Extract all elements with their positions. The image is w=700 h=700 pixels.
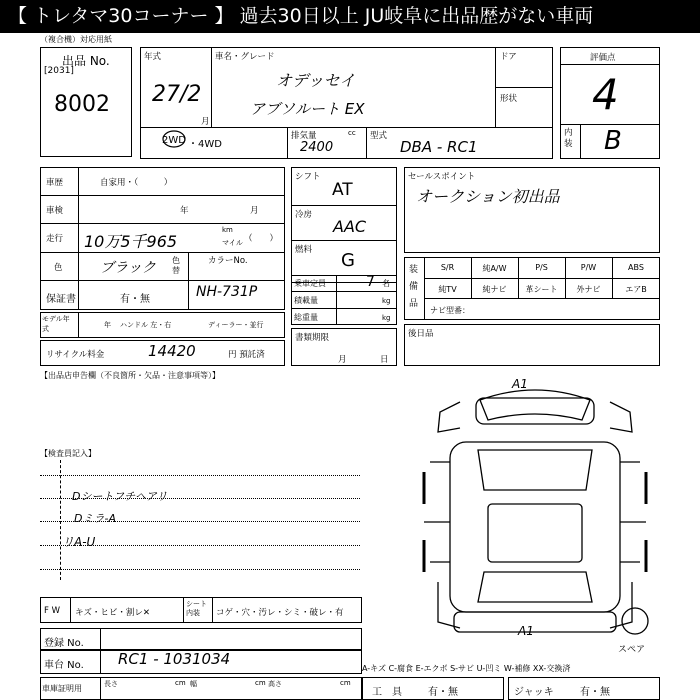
sales-point-value: オークション初出品 bbox=[416, 187, 560, 206]
damage-mark-front: A1 bbox=[512, 377, 528, 391]
chassis-value: RC1 - 1031034 bbox=[118, 650, 231, 668]
equip-aw: 純A/W bbox=[482, 264, 507, 273]
load-unit: kg bbox=[382, 297, 391, 305]
weight-label: 総重量 bbox=[294, 313, 318, 322]
drive-4wd: ・4WD bbox=[188, 139, 222, 150]
recycle-value: 14420 bbox=[148, 342, 196, 360]
model-label: 型式 bbox=[370, 131, 388, 141]
year-value: 27/2 bbox=[152, 82, 202, 107]
garage-label: 車庫証明用 bbox=[42, 684, 82, 693]
interior-label: 内装 bbox=[564, 128, 573, 149]
equip-ps: P/S bbox=[535, 263, 548, 272]
recycle-unit: 円 預託済 bbox=[228, 350, 265, 360]
size-height-unit: cm bbox=[340, 679, 351, 687]
inspector-note-3: リA-U bbox=[62, 535, 96, 549]
drive-2wd: 2WD bbox=[162, 135, 186, 146]
displacement-value: 2400 bbox=[300, 140, 334, 155]
jack-label: ジャッキ bbox=[514, 687, 554, 698]
capacity-value: 7 bbox=[366, 274, 375, 290]
chassis-label: 車台 No. bbox=[44, 660, 84, 671]
inspection-month: 月 bbox=[250, 206, 259, 216]
size-length-unit: cm bbox=[175, 679, 186, 687]
color-code-label: カラーNo. bbox=[208, 256, 248, 266]
fw-label: F W bbox=[44, 606, 60, 616]
registration-label: 登録 No. bbox=[44, 638, 84, 649]
interior-value: B bbox=[604, 126, 622, 156]
shift-value: AT bbox=[332, 180, 353, 200]
equip-ext-navi: 外ナビ bbox=[576, 285, 601, 294]
model-value: DBA - RC1 bbox=[400, 138, 478, 156]
tools-value: 有・無 bbox=[428, 687, 458, 698]
seat-text: コゲ・穴・汚レ・シミ・破レ・有 bbox=[216, 608, 344, 618]
history-value: 自家用・（ ） bbox=[100, 178, 173, 188]
mileage-mile: マイル bbox=[222, 239, 243, 247]
equip-navi: 純ナビ bbox=[482, 285, 507, 294]
size-width-unit: cm bbox=[255, 679, 266, 687]
equip-airbag: エアB bbox=[625, 285, 647, 294]
mileage-km: km bbox=[222, 226, 233, 234]
load-label: 積載量 bbox=[294, 296, 318, 305]
inspector-note-1: Dシートフチヘアリ bbox=[72, 490, 168, 503]
history-label: 車歴 bbox=[46, 178, 64, 188]
displacement-unit: cc bbox=[348, 129, 356, 137]
garage-row bbox=[40, 677, 362, 700]
size-height: 高さ bbox=[268, 680, 282, 688]
model-year-handle: ハンドル 左・右 bbox=[120, 321, 172, 329]
fw-text: キズ・ヒビ・割レ✕ bbox=[75, 608, 150, 618]
declare-label: 【出品店申告欄（不良箇所・欠品・注意事項等）】 bbox=[40, 371, 220, 380]
deadline-month: 月 bbox=[338, 355, 347, 365]
color-value: ブラック bbox=[100, 260, 156, 276]
header-banner: 【 トレタマ30コーナー 】 過去30日以上 JU岐阜に出品歴がない車両 bbox=[0, 0, 700, 33]
displacement-label: 排気量 bbox=[291, 131, 317, 141]
lot-number: 8002 bbox=[54, 92, 110, 117]
damage-legend: A-キズ C-腐食 E-エクボ S-サビ U-凹ミ W-補修 XX-交換済 bbox=[362, 664, 571, 673]
navi-model: ナビ型番： bbox=[430, 306, 470, 315]
after-box bbox=[404, 324, 660, 366]
weight-unit: kg bbox=[382, 314, 391, 322]
equip-abs: ABS bbox=[628, 263, 644, 272]
inspection-label: 車検 bbox=[46, 206, 64, 216]
capacity-label: 乗車定員 bbox=[294, 279, 326, 288]
capacity-unit: 名 bbox=[382, 279, 390, 288]
equip-tv: 純TV bbox=[438, 285, 457, 294]
equipment-label: 装備品 bbox=[409, 265, 419, 309]
mileage-paren: （ ） bbox=[244, 234, 279, 244]
recycle-label: リサイクル料金 bbox=[46, 350, 105, 360]
size-length: 長さ bbox=[104, 680, 118, 688]
inspection-year: 年 bbox=[180, 206, 189, 216]
score-value: 4 bbox=[592, 70, 619, 119]
damage-mark-rear: A1 bbox=[518, 624, 534, 638]
size-width: 幅 bbox=[190, 680, 197, 688]
registration-row bbox=[40, 628, 362, 650]
sales-point-label: セールスポイント bbox=[408, 172, 476, 182]
year-month: 月 bbox=[201, 117, 210, 127]
mileage-label: 走行 bbox=[46, 234, 64, 244]
fuel-label: 燃料 bbox=[295, 245, 313, 255]
warranty-value: 有・無 bbox=[120, 294, 150, 305]
lot-label: 出品 No. bbox=[62, 54, 110, 68]
spare-label: スペア bbox=[618, 645, 646, 655]
mileage-value: 10万5千965 bbox=[84, 232, 178, 251]
spare-tire-icon bbox=[620, 606, 650, 636]
color-swap-label: 色替 bbox=[172, 256, 180, 275]
equip-sr: S/R bbox=[440, 263, 455, 272]
cooler-value: AAC bbox=[333, 217, 367, 236]
tools-label: 工 具 bbox=[372, 687, 402, 698]
shape-label: 形状 bbox=[500, 94, 518, 104]
car-grade: アブソルート EX bbox=[250, 100, 365, 118]
color-label: 色 bbox=[54, 263, 63, 273]
model-year-label: モデル年式 bbox=[42, 315, 70, 333]
year-label: 年式 bbox=[144, 52, 162, 62]
model-year-year: 年 bbox=[104, 321, 111, 329]
sub-note: （複合機）対応用紙 bbox=[40, 35, 112, 44]
cooler-label: 冷房 bbox=[295, 210, 313, 220]
deadline-label: 書類期限 bbox=[295, 333, 330, 343]
equip-pw: P/W bbox=[580, 263, 597, 272]
lot-sub: [2031] bbox=[44, 66, 74, 76]
equip-leather: 革シート bbox=[525, 285, 558, 294]
drive-circle bbox=[161, 129, 187, 149]
inspector-note-2: Dミラ-A bbox=[74, 512, 116, 525]
color-code-value: NH-731P bbox=[196, 284, 258, 300]
door-label: ドア bbox=[500, 52, 517, 62]
warranty-label: 保証書 bbox=[46, 294, 76, 305]
inspector-label: 【検査員記入】 bbox=[40, 449, 96, 458]
car-name: オデッセイ bbox=[276, 71, 356, 90]
shift-label: シフト bbox=[295, 172, 321, 182]
model-year-dealer: ディーラー・並行 bbox=[208, 321, 264, 329]
after-label: 後日品 bbox=[408, 329, 434, 339]
jack-value: 有・無 bbox=[580, 687, 610, 698]
score-label: 評価点 bbox=[590, 53, 616, 63]
name-label: 車名・グレード bbox=[215, 52, 275, 62]
fuel-value: G bbox=[341, 250, 355, 271]
deadline-day: 日 bbox=[380, 355, 389, 365]
seat-label: シート内装 bbox=[186, 600, 207, 617]
